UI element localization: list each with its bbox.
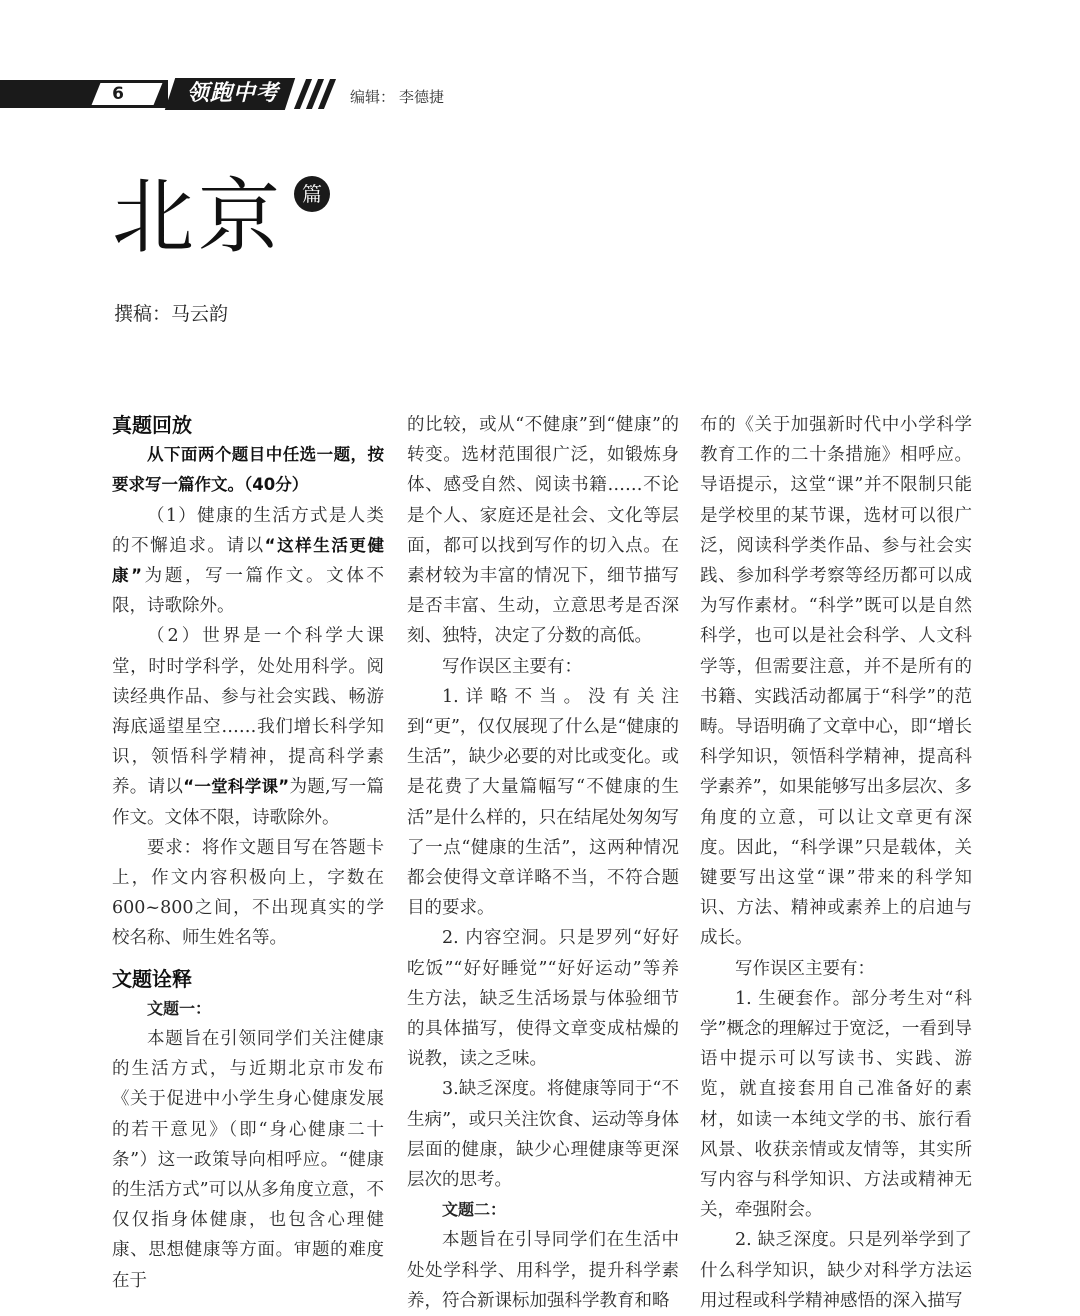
bold-text: 从下面两个题目中任选一题，按要求写一篇作文。: [112, 445, 384, 495]
column-3: [700, 410, 972, 1316]
bold-text: “这样生活更健康”: [112, 535, 384, 586]
paragraph: 要求：将作文题目写在答题卡上，作文内容积极向上，字数在600~800之间，不出现真实的学校名称、师生姓名等。: [112, 837, 384, 949]
paragraph: 的比较，或从“不健康”到“健康”的转变。选材范围很广泛，如锻炼身体、感受自然、阅读书籍……不论是个人、家庭还是社会、文化等层面，都可以找到写作的切入点。在素材较为丰富的情况下，细节描写是否丰富、生动，立意思考是否深刻、独特，决定了分数的高低。: [407, 415, 679, 647]
author-byline: 撰稿：马云韵: [114, 303, 229, 325]
paragraph: 2. 内容空洞。只是罗列“好好吃饭”“好好睡觉”“好好运动”等养生方法，缺乏生活场景与体验细节的具体描写，使得文章变成枯燥的说教，读之乏味。: [407, 928, 679, 1070]
spacer: [112, 954, 384, 964]
text-run: （1）健康的生活方式是人类的不懈追求。请以: [112, 505, 384, 556]
editor-label: 编辑：: [350, 88, 396, 106]
paragraph: 1. 生硬套作。部分考生对“科学”概念的理解过于宽泛，一看到导语中提示可以写读书、实践、游览，就直接套用自己准备好的素材，如读一本纯文学的书、旅行看风景、收获亲情或友情等，其实所写内容与科学知识、方法或精神无关，牵强附会。: [700, 988, 972, 1221]
paragraph: 写作误区主要有：: [442, 656, 582, 677]
paragraph: 3.缺乏深度。将健康等同于“不生病”，或只关注饮食、运动等身体层面的健康，缺少心理健康等更深层次的思考。: [407, 1079, 679, 1191]
section-heading: 真题回放: [112, 413, 192, 437]
sub-heading: 文题二：: [442, 1200, 507, 1220]
column-2: [407, 410, 679, 1316]
paragraph: [112, 440, 384, 500]
paragraph: [112, 994, 384, 1024]
page-number: 6: [112, 84, 124, 104]
title-badge: 篇: [294, 176, 330, 212]
column-1: [112, 410, 384, 1296]
text-run: （2）世界是一个科学大课堂，时时学科学，处处用科学。阅读经典作品、参与社会实践、畅游海底遥望星空……我们增长科学知识，领悟科学精神，提高科学素养。请以: [112, 626, 384, 798]
paragraph: 2. 缺乏深度。只是列举学到了什么科学知识，缺少对科学方法运用过程或科学精神感悟的深入描写: [700, 1230, 972, 1311]
paragraph: [112, 501, 384, 622]
paragraph: 本题旨在引领同学们关注健康的生活方式，与近期北京市发布《关于促进中小学生身心健康发展的若干意见》（即“身心健康二十条”）这一政策导向相呼应。“健康的生活方式”可以从多角度立意，不仅仅指身体健康，也包含心理健康、思想健康等方面。审题的难度在于: [112, 1029, 384, 1291]
brand-title: 领跑中考: [186, 81, 279, 106]
page-title: 北京: [112, 170, 285, 265]
editor-credit: [350, 86, 448, 107]
bold-text: “一堂科学课”: [183, 777, 290, 797]
editor-name: 李德捷: [399, 88, 445, 106]
sub-heading: 文题一：: [147, 998, 212, 1018]
paragraph: 写作误区主要有：: [735, 958, 875, 979]
section-heading: 文题诠释: [112, 966, 192, 991]
text-run: 为题，写一篇作文。文体不限，诗歌除外。: [112, 566, 384, 617]
paragraph: 本题旨在引导同学们在生活中处处学科学、用科学，提升科学素养，符合新课标加强科学教育和略: [407, 1230, 679, 1311]
bold-text: （40分）: [244, 475, 309, 495]
text-run: 为题,写一篇作文。文体不限，诗歌除外。: [112, 777, 384, 828]
paragraph: 1.详略不当。没有关注到“更”，仅仅展现了什么是“健康的生活”，缺少必要的对比或变化。或是花费了大量篇幅写“不健康的生活”是什么样的，只在结尾处匆匆写了一点“健康的生活”，这两种情况都会使得文章详略不当，不符合题目的要求。: [407, 686, 679, 919]
paragraph: [407, 1195, 679, 1225]
paragraph: 布的《关于加强新时代中小学科学教育工作的二十条措施》相呼应。导语提示，这堂“课”并不限制只能是学校里的某节课，选材可以很广泛，阅读科学类作品、参与社会实践、参加科学考察等经历都可以成为写作素材。“科学”既可以是自然科学，也可以是社会科学、人文科学等，但需要注意，并不是所有的书籍、实践活动都属于“科学”的范畴。导语明确了文章中心，即“增长科学知识，领悟科学精神，提高科学素养”，如果能够写出多层次、多角度的立意，可以让文章更有深度。因此，“科学课”只是载体，关键要写出这堂“课”带来的科学知识、方法、精神或素养上的启迪与成长。: [700, 415, 972, 949]
paragraph: [112, 621, 384, 832]
